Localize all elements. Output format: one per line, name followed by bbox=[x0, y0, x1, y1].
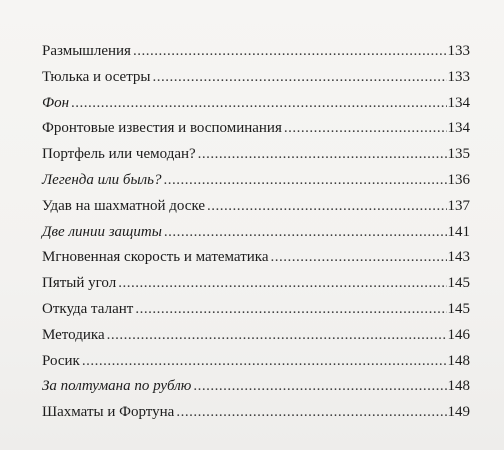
toc-entry-page: 134 bbox=[447, 94, 470, 111]
toc-entry bbox=[42, 404, 470, 430]
dot-leader bbox=[82, 353, 447, 370]
toc-entry-page: 135 bbox=[447, 146, 470, 163]
dot-leader bbox=[153, 69, 447, 86]
dot-leader bbox=[71, 95, 446, 112]
toc-entry bbox=[42, 95, 470, 121]
dot-leader bbox=[198, 146, 447, 163]
toc-entry-title: Легенда или быль? bbox=[42, 171, 162, 188]
toc-entry-title: Откуда талант bbox=[42, 300, 134, 317]
toc-entry-page: 146 bbox=[447, 326, 470, 343]
toc-entry-page: 145 bbox=[447, 300, 470, 317]
table-of-contents bbox=[42, 43, 470, 430]
toc-entry bbox=[42, 301, 470, 327]
dot-leader bbox=[164, 224, 447, 241]
toc-entry-title: Две линии защиты bbox=[42, 223, 162, 240]
toc-entry-page: 133 bbox=[447, 43, 470, 59]
toc-entry-title: Размышления bbox=[42, 43, 131, 59]
dot-leader bbox=[284, 120, 447, 137]
toc-entry-page: 136 bbox=[447, 171, 470, 188]
toc-entry-page: 141 bbox=[447, 223, 470, 240]
toc-entry bbox=[42, 43, 470, 69]
toc-entry-title: Фон bbox=[42, 94, 70, 111]
dot-leader bbox=[133, 43, 447, 60]
toc-entry bbox=[42, 120, 470, 146]
toc-entry-title: Портфель или чемодан? bbox=[42, 146, 196, 163]
dot-leader bbox=[271, 249, 447, 266]
toc-entry bbox=[42, 249, 470, 275]
toc-entry bbox=[42, 198, 470, 224]
toc-entry-page: 143 bbox=[447, 249, 470, 266]
toc-entry-title: Фронтовые известия и воспоминания bbox=[42, 120, 282, 137]
toc-entry-title: Мгновенная скорость и математика bbox=[42, 249, 269, 266]
dot-leader bbox=[163, 172, 446, 189]
toc-entry bbox=[42, 353, 470, 379]
dot-leader bbox=[107, 327, 447, 344]
toc-entry-page: 145 bbox=[447, 275, 470, 292]
toc-entry bbox=[42, 69, 470, 95]
toc-entry-title: Методика bbox=[42, 326, 105, 343]
dot-leader bbox=[207, 198, 446, 215]
dot-leader bbox=[176, 404, 446, 421]
toc-entry-title: Тюлька и осетры bbox=[42, 68, 151, 85]
dot-leader bbox=[193, 378, 446, 395]
toc-entry bbox=[42, 224, 470, 250]
toc-entry-page: 148 bbox=[447, 378, 470, 395]
toc-entry bbox=[42, 172, 470, 198]
toc-entry bbox=[42, 146, 470, 172]
toc-entry-page: 134 bbox=[447, 120, 470, 137]
toc-entry bbox=[42, 275, 470, 301]
dot-leader bbox=[135, 301, 446, 318]
toc-entry-title: За полтумана по рублю bbox=[42, 378, 192, 395]
toc-entry-title: Удав на шахматной доске bbox=[42, 197, 206, 214]
toc-entry-page: 137 bbox=[447, 197, 470, 214]
toc-entry-page: 148 bbox=[447, 352, 470, 369]
toc-entry bbox=[42, 327, 470, 353]
toc-entry-page: 149 bbox=[447, 404, 470, 421]
toc-entry bbox=[42, 378, 470, 404]
toc-entry-title: Пятый угол bbox=[42, 275, 117, 292]
toc-entry-title: Шахматы и Фортуна bbox=[42, 404, 175, 421]
toc-entry-title: Росик bbox=[42, 352, 80, 369]
toc-entry-page: 133 bbox=[447, 68, 470, 85]
dot-leader bbox=[118, 275, 446, 292]
